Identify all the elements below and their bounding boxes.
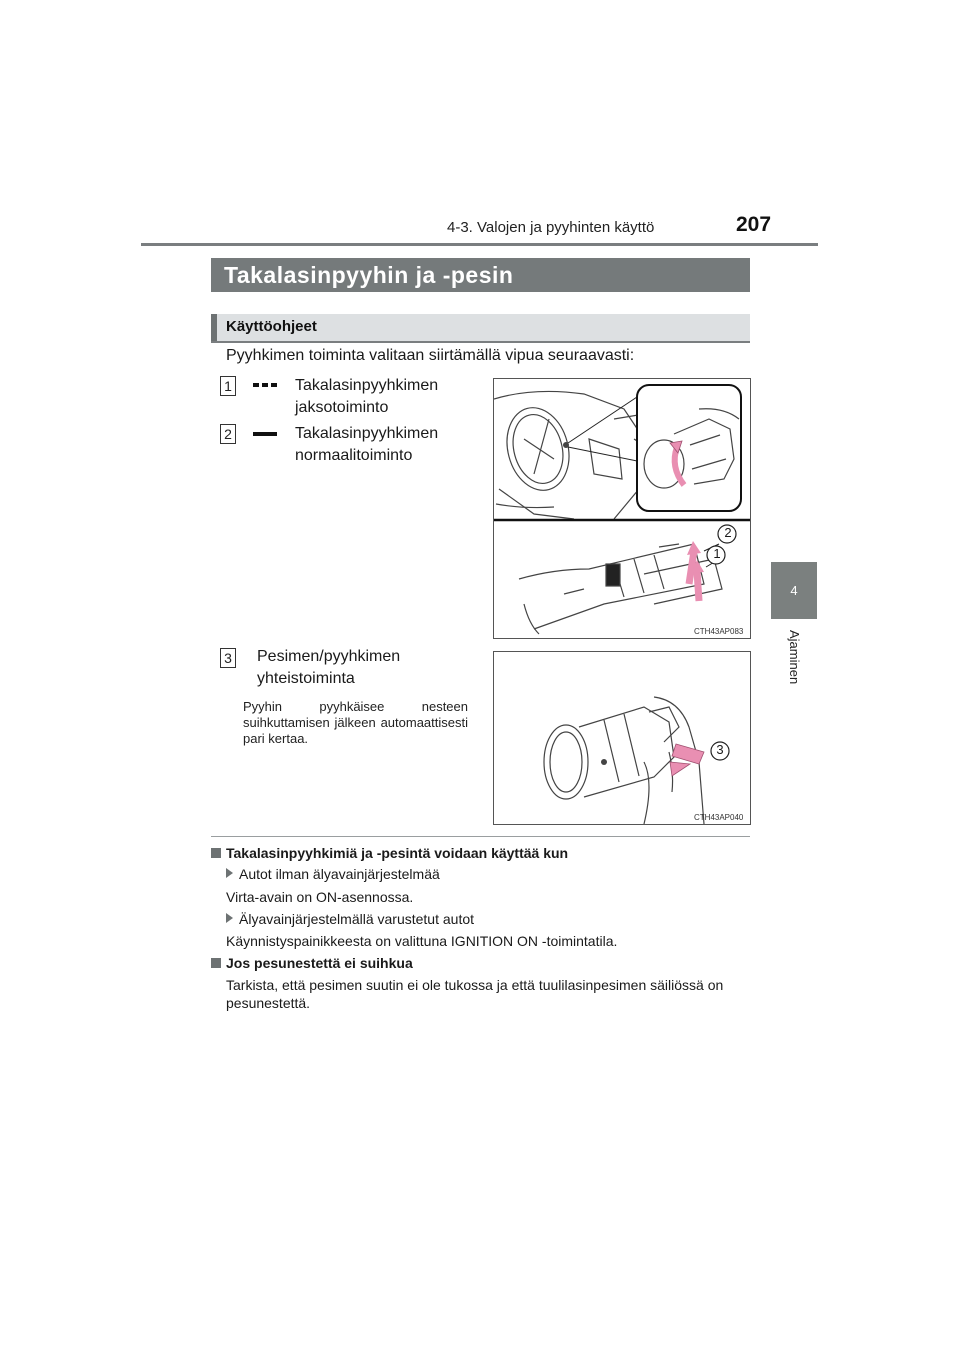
page-number: 207 — [736, 213, 772, 236]
chapter-label: Ajaminen — [787, 630, 802, 685]
note-condition-text: Autot ilman älyavainjärjestelmää — [239, 866, 440, 882]
callout-3: 3 — [716, 742, 724, 757]
triangle-bullet-icon — [226, 913, 233, 923]
note-text: Tarkista, että pesimen suutin ei ole tukossa ja että tuulilasinpesimen säiliössä on pesunestettä. — [226, 977, 724, 1011]
figure-wiper-lever — [493, 378, 751, 639]
callout-1: 1 — [713, 546, 721, 561]
figure-caption: CTH43AP040 — [694, 813, 744, 822]
item-number: 2 — [220, 424, 236, 444]
header-rule — [141, 243, 818, 246]
running-header: 4-3. Valojen ja pyyhinten käyttö — [447, 219, 655, 236]
chapter-tab: 4 — [771, 562, 817, 619]
washer-illustration — [494, 652, 750, 824]
lever-illustration — [494, 379, 750, 638]
note-heading-text: Takalasinpyyhkimiä ja -pesintä voidaan käyttää kun — [226, 845, 569, 861]
item-note: Pyyhin pyyhkäisee nesteen suihkuttamisen jälkeen automaattisesti pari kertaa. — [243, 699, 468, 746]
item-text: Takalasinpyyhkimen normaalitoiminto — [295, 425, 439, 464]
item-number: 3 — [220, 648, 236, 668]
item-text: Pesimen/pyyhkimen yhteistoiminta — [257, 648, 401, 687]
note-heading — [211, 955, 413, 971]
subsection-title: Käyttöohjeet — [226, 318, 317, 335]
triangle-bullet-icon — [226, 868, 233, 878]
note-heading-text: Jos pesunestettä ei suihkua — [226, 955, 413, 971]
note-condition-text: Älyavainjärjestelmällä varustetut autot — [239, 911, 475, 927]
figure-caption: CTH43AP083 — [694, 627, 744, 636]
note-condition — [226, 911, 474, 927]
figure-washer-operation — [493, 651, 751, 825]
section-divider — [211, 836, 750, 837]
intro-text: Pyyhkimen toiminta valitaan siirtämällä vipua seuraavasti: — [226, 347, 635, 364]
solid-bar-icon — [253, 431, 277, 437]
callout-2: 2 — [724, 525, 732, 540]
note-condition — [226, 866, 440, 882]
note-heading — [211, 845, 568, 861]
section-title: Takalasinpyyhin ja -pesin — [224, 262, 514, 288]
item-number: 1 — [220, 376, 236, 396]
square-bullet-icon — [211, 958, 221, 968]
intermittent-dashes-icon — [253, 382, 277, 388]
item-text: Takalasinpyyhkimen jaksotoiminto — [295, 377, 439, 416]
note-text: Virta-avain on ON-asennossa. — [226, 889, 414, 905]
note-text: Käynnistyspainikkeesta on valittuna IGNITION ON -toimintatila. — [226, 933, 618, 949]
square-bullet-icon — [211, 848, 221, 858]
